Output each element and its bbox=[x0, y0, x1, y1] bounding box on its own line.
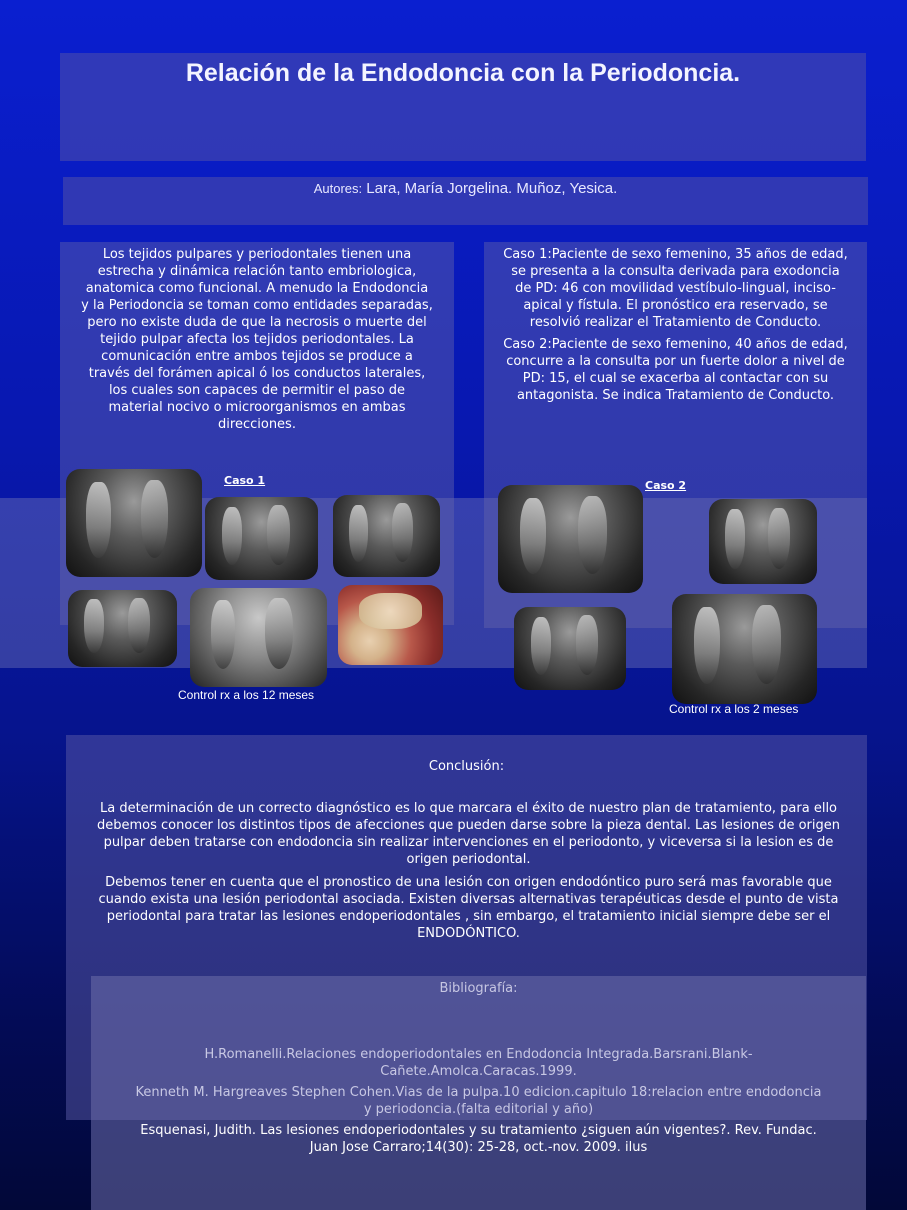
authors-names: Lara, María Jorgelina. Muñoz, Yesica. bbox=[366, 180, 618, 197]
bibliography-title: Bibliografía: bbox=[439, 981, 518, 996]
caso1-xray-control bbox=[190, 588, 327, 687]
conclusion-title: Conclusión: bbox=[428, 759, 505, 774]
poster-title: Relación de la Endodoncia con la Periodoncia. bbox=[185, 59, 741, 87]
caso-1-label: Caso 1 bbox=[224, 474, 266, 487]
conclusion-paragraph-2: Debemos tener en cuenta que el pronostico de una lesión con origen endodóntico puro será mas favorable que cuando exista una lesión periodontal asociada. Existen diversas alternativas terapéuticas desde el punto de vista periodontal para tratar las lesiones endoperiodontales , sin embargo, el tratamiento inicial siempre debe ser el ENDODÓNTICO. bbox=[98, 875, 839, 941]
caso1-xray-initial bbox=[66, 469, 202, 577]
caso2-xray-obturation bbox=[514, 607, 626, 690]
bibliography-item-2: Kenneth M. Hargreaves Stephen Cohen.Vias de la pulpa.10 edicion.capitulo 18:relacion entre endodoncia y periodoncia.(falta editorial y año) bbox=[135, 1085, 822, 1117]
intro-text: Los tejidos pulpares y periodontales tienen una estrecha y dinámica relación tanto embriologica, anatomica como funcional. A menudo la Endodoncia y la Periodoncia se toman como entidades separadas, pero no existe duda de que la necrosis o muerte del tejido pulpar afecta los tejidos periodontales. La comunicación entre ambos tejidos se produce a través del forámen apical ó los conductos laterales, los cuales son capaces de permitir el paso de material nocivo o microorganismos en ambas direcciones. bbox=[81, 247, 433, 432]
bibliography-item-1: H.Romanelli.Relaciones endoperiodontales en Endodoncia Integrada.Barsrani.Blank-Cañete.Amolca.Caracas.1999. bbox=[204, 1047, 753, 1079]
bibliography-panel bbox=[91, 976, 866, 1210]
caso1-xray-obturation bbox=[68, 590, 177, 667]
authors-line bbox=[63, 180, 868, 197]
caso-1-control-caption: Control rx a los 12 meses bbox=[178, 688, 315, 702]
caso1-xray-treatment bbox=[333, 495, 440, 577]
caso-2-label: Caso 2 bbox=[645, 479, 687, 492]
title-panel bbox=[60, 53, 866, 161]
caso2-xray-file bbox=[709, 499, 817, 584]
caso2-xray-control bbox=[672, 594, 817, 704]
caso1-xray-clamp bbox=[205, 497, 318, 580]
conclusion-paragraph-1: La determinación de un correcto diagnóstico es lo que marcara el éxito de nuestro plan de tratamiento, para ello debemos conocer los distintos tipos de afecciones que pueden darse sobre la pieza dental. Las lesiones de origen pulpar deben tratarse con endodoncia sin realizar intervenciones en el periodonto, y viceversa si la lesion es de origen periodontal. bbox=[97, 801, 840, 867]
bibliography-item-3: Esquenasi, Judith. Las lesiones endoperiodontales y su tratamiento ¿siguen aún vigentes?. Rev. Fundac. Juan Jose Carraro;14(30): 25-28, oct.-nov. 2009. ilus bbox=[140, 1123, 817, 1155]
case-1-description: Caso 1:Paciente de sexo femenino, 35 años de edad, se presenta a la consulta derivada para exodoncia de PD: 46 con movilidad vestíbulo-lingual, inciso-apical y fístula. El pronóstico era reservado, se resolvió realizar el Tratamiento de Conducto. bbox=[503, 247, 848, 330]
authors-label: Autores: bbox=[313, 181, 363, 196]
authors-panel bbox=[63, 177, 868, 225]
case-2-description: Caso 2:Paciente de sexo femenino, 40 años de edad, concurre a la consulta por un fuerte dolor a nivel de PD: 15, el cual se exacerba al contactar con su antagonista. Se indica Tratamiento de Conducto. bbox=[503, 337, 848, 403]
caso-2-control-caption: Control rx a los 2 meses bbox=[669, 702, 799, 716]
caso1-clinical-photo bbox=[338, 585, 443, 665]
caso2-xray-initial bbox=[498, 485, 643, 593]
